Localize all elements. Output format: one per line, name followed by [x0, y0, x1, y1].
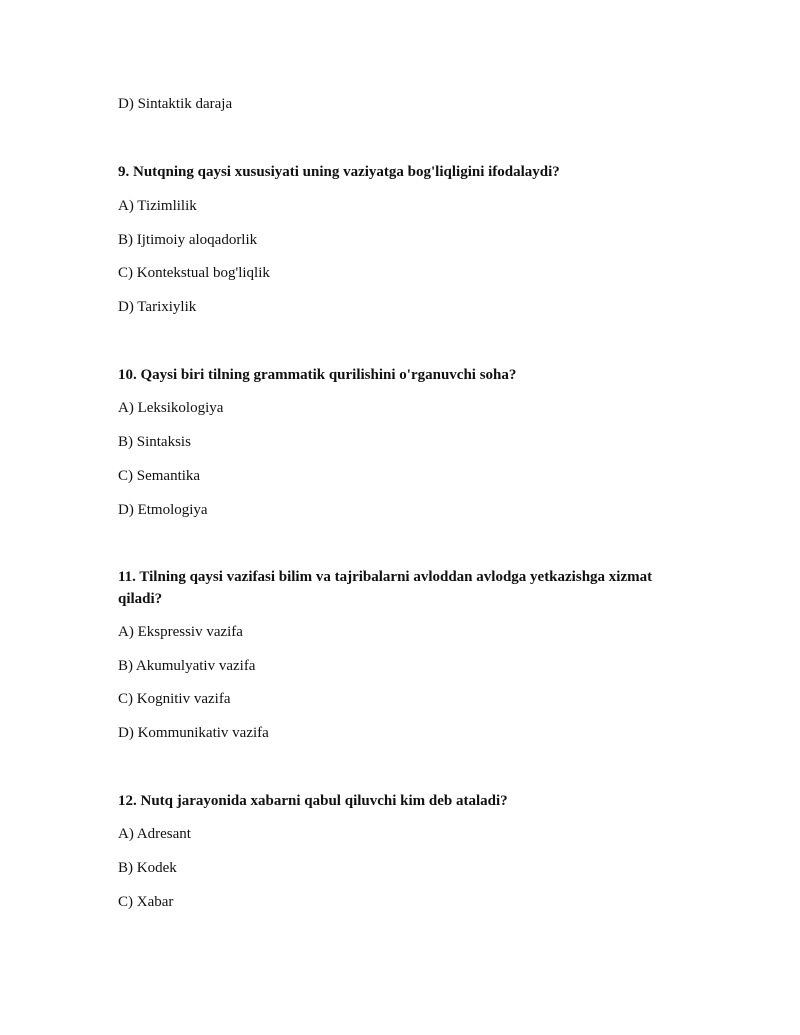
answer-option: B) Ijtimoiy aloqadorlik [118, 232, 258, 248]
answer-option: A) Leksikologiya [118, 400, 224, 416]
answer-option: D) Etmologiya [118, 502, 208, 518]
question-title: 12. Nutq jarayonida xabarni qabul qiluvchi kim deb ataladi? [118, 793, 508, 809]
answer-option: A) Tizimlilik [118, 198, 197, 214]
answer-option: D) Sintaktik daraja [118, 96, 233, 112]
answer-option: D) Tarixiylik [118, 299, 197, 315]
answer-option: C) Xabar [118, 894, 174, 910]
answer-option: A) Adresant [118, 826, 191, 842]
answer-option: B) Kodek [118, 860, 177, 876]
question-title: 11. Tilning qaysi vazifasi bilim va tajribalarni avloddan avlodga yetkazishga xizmat qiladi? [118, 569, 653, 607]
question-title: 9. Nutqning qaysi xususiyati uning vaziyatga bog'liqligini ifodalaydi? [118, 164, 560, 180]
answer-option: A) Ekspressiv vazifa [118, 624, 243, 640]
answer-option: D) Kommunikativ vazifa [118, 725, 269, 741]
answer-option: B) Akumulyativ vazifa [118, 658, 256, 674]
answer-option: C) Kognitiv vazifa [118, 691, 231, 707]
answer-option: B) Sintaksis [118, 434, 191, 450]
question-title: 10. Qaysi biri tilning grammatik qurilishini o'rganuvchi soha? [118, 367, 517, 383]
answer-option: C) Semantika [118, 468, 201, 484]
answer-option: C) Kontekstual bog'liqlik [118, 265, 270, 281]
